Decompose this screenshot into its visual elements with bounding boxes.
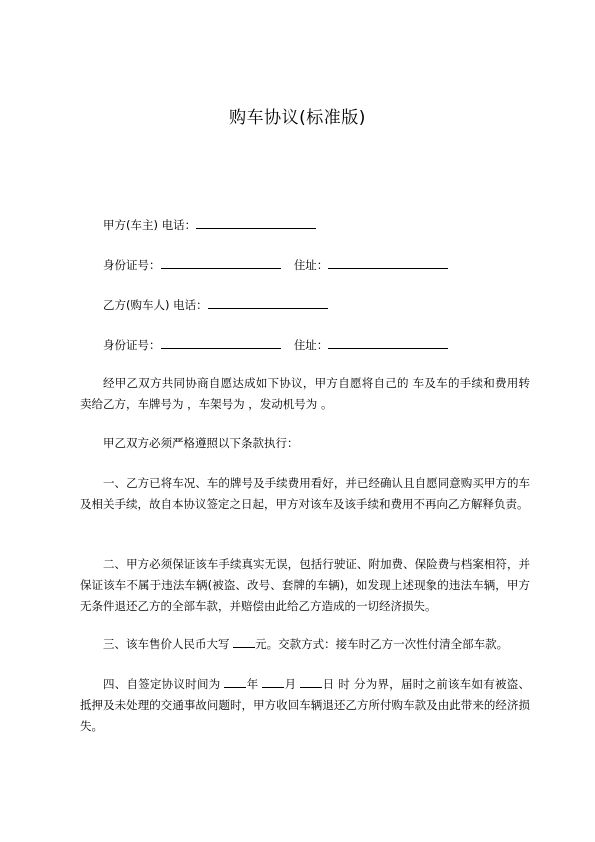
party-b-id-label: 身份证号：	[103, 338, 161, 352]
year-blank	[224, 676, 246, 688]
party-a-addr-label: 住址：	[293, 258, 329, 272]
price-blank	[233, 636, 255, 648]
party-a-phone-line	[103, 217, 316, 232]
party-b-phone-line	[103, 297, 328, 312]
clause-4-text-b: 日 时 分为界，届时之前该车如有被盗、抵押及未处理的交通事故问题时，甲方收回车辆退还乙方所付购车款及由此带来的经济损失。	[80, 677, 531, 733]
clause-4-text-a: 四、自签定协议时间为	[103, 677, 225, 691]
clause-3-text-a: 三、该车售价人民币大写	[103, 637, 234, 651]
party-b-id-blank	[161, 337, 281, 349]
party-a-id-line	[103, 257, 448, 272]
intro-paragraph: 经甲乙双方共同协商自愿达成如下协议，甲方自愿将自己的 车及车的手续和费用转卖给乙方，车牌号为 ，车架号为 ，发动机号为 。	[80, 376, 530, 411]
party-a-phone-label: 甲方(车主) 电话：	[103, 218, 197, 232]
clause-3-text-b: 元。交款方式：接车时乙方一次性付清全部车款。	[255, 637, 509, 651]
document-title: 购车协议(标准版)	[229, 108, 366, 128]
party-b-phone-blank	[208, 297, 328, 309]
party-a-id-blank	[161, 257, 281, 269]
clause-4-year: 年	[246, 677, 263, 691]
party-b-phone-label: 乙方(购车人) 电话：	[103, 298, 208, 312]
day-blank	[300, 676, 322, 688]
party-b-addr-label: 住址：	[293, 338, 329, 352]
clause-4-month: 月	[284, 677, 301, 691]
month-blank	[262, 676, 284, 688]
clause-3-paragraph	[80, 634, 530, 655]
party-a-addr-blank	[328, 257, 448, 269]
clause-2-paragraph: 二、甲方必须保证该车手续真实无误，包括行驶证、附加费、保险费与档案相符，并保证该车不属于违法车辆(被盗、改号、套牌的车辆)，如发现上述现象的违法车辆，甲方无条件退还乙方的全部车款，并赔偿由此给乙方造成的一切经济损失。	[80, 557, 530, 613]
obey-paragraph: 甲乙双方必须严格遵照以下条款执行：	[103, 436, 299, 450]
clause-4-paragraph	[80, 674, 530, 737]
party-a-id-label: 身份证号：	[103, 258, 161, 272]
clause-1-paragraph: 一、乙方已将车况、车的牌号及手续费用看好，并已经确认且自愿同意购买甲方的车及相关手续，故自本协议签定之日起，甲方对该车及该手续和费用不再向乙方解释负责。	[80, 476, 530, 511]
party-a-phone-blank	[196, 217, 316, 229]
party-b-id-line	[103, 337, 448, 352]
party-b-addr-blank	[328, 337, 448, 349]
